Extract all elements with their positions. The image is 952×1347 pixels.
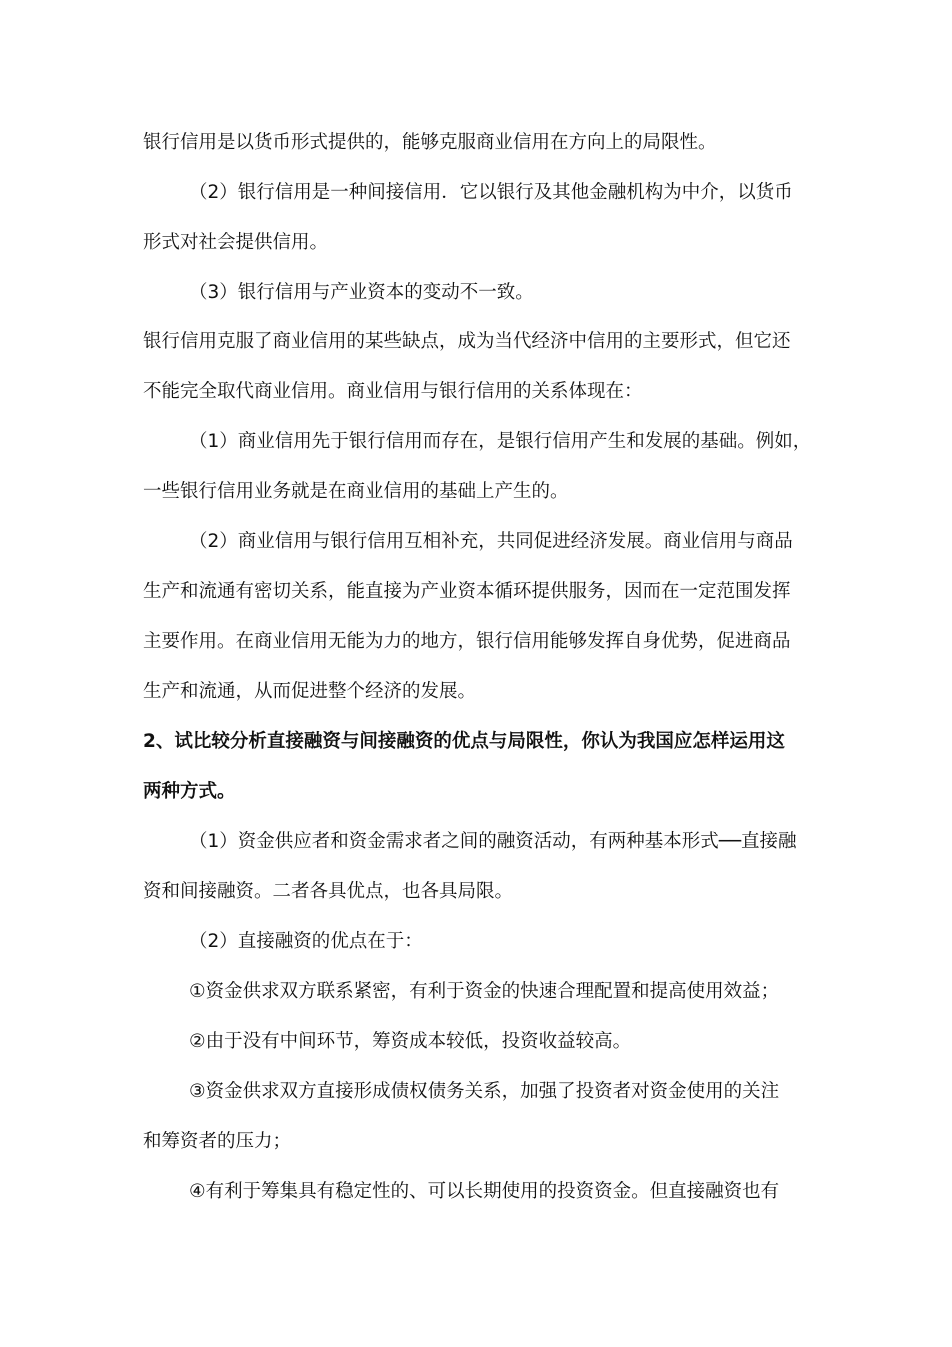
text-line: （1）商业信用先于银行信用而存在，是银行信用产生和发展的基础。例如， (189, 431, 812, 452)
text-line: ③资金供求双方直接形成债权债务关系，加强了投资者对资金使用的关注 (189, 1081, 780, 1102)
text-line: （2）直接融资的优点在于： (189, 931, 423, 952)
question-heading: 两种方式。 (143, 781, 236, 802)
text-line: ②由于没有中间环节，筹资成本较低，投资收益较高。 (189, 1031, 632, 1052)
text-line: ①资金供求双方联系紧密，有利于资金的快速合理配置和提高使用效益； (189, 981, 780, 1002)
text-line: 一些银行信用业务就是在商业信用的基础上产生的。 (143, 481, 569, 502)
text-line: 资和间接融资。二者各具优点，也各具局限。 (143, 881, 514, 902)
text-line: （2）商业信用与银行信用互相补充，共同促进经济发展。商业信用与商品 (189, 531, 793, 552)
text-line: 生产和流通，从而促进整个经济的发展。 (143, 681, 477, 702)
text-line: 形式对社会提供信用。 (143, 232, 329, 253)
text-line: （3）银行信用与产业资本的变动不一致。 (189, 282, 534, 303)
text-line: ④有利于筹集具有稳定性的、可以长期使用的投资资金。但直接融资也有 (189, 1181, 780, 1202)
text-line: 银行信用克服了商业信用的某些缺点，成为当代经济中信用的主要形式，但它还 (143, 331, 791, 352)
question-heading: 2、试比较分析直接融资与间接融资的优点与局限性，你认为我国应怎样运用这 (143, 731, 785, 752)
text-line: （1）资金供应者和资金需求者之间的融资活动，有两种基本形式──直接融 (189, 831, 797, 852)
text-line: 生产和流通有密切关系，能直接为产业资本循环提供服务，因而在一定范围发挥 (143, 581, 791, 602)
text-line: 主要作用。在商业信用无能为力的地方，银行信用能够发挥自身优势，促进商品 (143, 631, 791, 652)
text-line: 不能完全取代商业信用。商业信用与银行信用的关系体现在： (143, 381, 643, 402)
text-line: 银行信用是以货币形式提供的，能够克服商业信用在方向上的局限性。 (143, 132, 717, 153)
text-line: （2）银行信用是一种间接信用．它以银行及其他金融机构为中介，以货币 (189, 182, 793, 203)
text-line: 和筹资者的压力； (143, 1131, 292, 1152)
